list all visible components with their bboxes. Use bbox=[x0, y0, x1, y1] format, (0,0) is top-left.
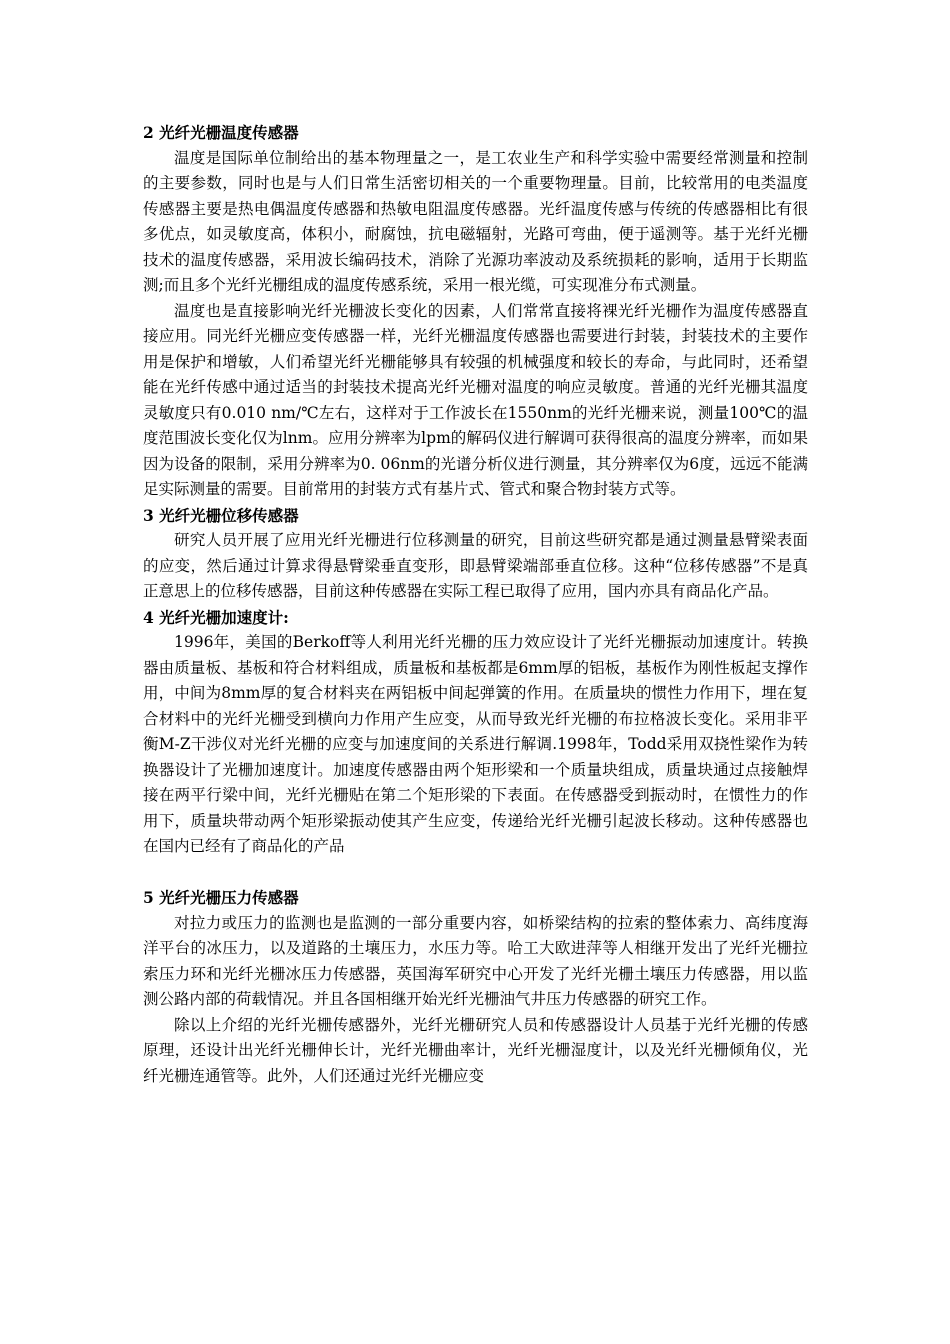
document-page bbox=[143, 120, 808, 1089]
paragraph: 温度也是直接影响光纤光栅波长变化的因素，人们常常直接将裸光纤光栅作为温度传感器直接应用。同光纤光栅应变传感器一样，光纤光栅温度传感器也需要进行封装，封装技术的主要作用是保护和增敏，人们希望光纤光栅能够具有较强的机械强度和较长的寿命，与此同时，还希望能在光纤传感中通过适当的封装技术提高光纤光栅对温度的响应灵敏度。普通的光纤光栅其温度灵敏度只有0.010 nm/℃左右，这样对于工作波长在1550nm的光纤光栅来说，测量100℃的温度范围波长变化仅为lnm。应用分辨率为lpm的解码仪进行解调可获得很高的温度分辨率，而如果因为设备的限制，采用分辨率为0. 06nm的光谱分析仪进行测量，其分辨率仅为6度，远远不能满足实际测量的需要。目前常用的封装方式有基片式、管式和聚合物封装方式等。 bbox=[143, 301, 808, 498]
section-heading-pressure: 5 光纤光栅压力传感器 bbox=[143, 888, 299, 907]
section-heading-accelerometer: 4 光纤光栅加速度计: bbox=[143, 607, 289, 627]
paragraph: 对拉力或压力的监测也是监测的一部分重要内容，如桥梁结构的拉索的整体索力、高纬度海洋平台的冰压力，以及道路的土壤压力，水压力等。哈工大欧进萍等人相继开发出了光纤光栅拉索压力环和光纤光栅冰压力传感器，英国海军研究中心开发了光纤光栅土壤压力传感器，用以监测公路内部的荷载情况。并且各国相继开始光纤光栅油气井压力传感器的研究工作。 bbox=[143, 913, 808, 1008]
blank-line bbox=[143, 860, 808, 886]
section-heading-temperature: 2 光纤光栅温度传感器 bbox=[143, 123, 299, 142]
paragraph: 除以上介绍的光纤光栅传感器外，光纤光栅研究人员和传感器设计人员基于光纤光栅的传感原理，还设计出光纤光栅伸长计，光纤光栅曲率计，光纤光栅湿度计，以及光纤光栅倾角仪，光纤光栅连通管等。此外，人们还通过光纤光栅应变 bbox=[143, 1015, 808, 1085]
paragraph: 研究人员开展了应用光纤光栅进行位移测量的研究，目前这些研究都是通过测量悬臂梁表面的应变，然后通过计算求得悬臂梁垂直变形，即悬臂梁端部垂直位移。这种“位移传感器”不是真正意思上的位移传感器，目前这种传感器在实际工程已取得了应用，国内亦具有商品化产品。 bbox=[143, 531, 808, 600]
section-heading-displacement: 3 光纤光栅位移传感器 bbox=[143, 505, 299, 525]
paragraph: 1996年，美国的Berkoff等人利用光纤光栅的压力效应设计了光纤光栅振动加速度计。转换器由质量板、基板和符合材料组成，质量板和基板都是6mm厚的铝板，基板作为刚性板起支撑作用，中间为8mm厚的复合材料夹在两铝板中间起弹簧的作用。在质量块的惯性力作用下，埋在复合材料中的光纤光栅受到横向力作用产生应变，从而导致光纤光栅的布拉格波长变化。采用非平衡M-Z干涉仪对光纤光栅的应变与加速度间的关系进行解调.1998年，Todd采用双挠性梁作为转换器设计了光栅加速度计。加速度传感器由两个矩形梁和一个质量块组成，质量块通过点接触焊接在两平行梁中间，光纤光栅贴在第二个矩形梁的下表面。在传感器受到振动时，在惯性力的作用下，质量块带动两个矩形梁振动使其产生应变，传递给光纤光栅引起波长移动。这种传感器也在国内已经有了商品化的产品 bbox=[143, 633, 808, 855]
paragraph: 温度是国际单位制给出的基本物理量之一，是工农业生产和科学实验中需要经常测量和控制的主要参数，同时也是与人们日常生活密切相关的一个重要物理量。目前，比较常用的电类温度传感器主要是热电偶温度传感器和热敏电阻温度传感器。光纤温度传感与传统的传感器相比有很多优点，如灵敏度高，体积小，耐腐蚀，抗电磁辐射，光路可弯曲，便于遥测等。基于光纤光栅技术的温度传感器，采用波长编码技术，消除了光源功率波动及系统损耗的影响，适用于长期监测;而且多个光纤光栅组成的温度传感系统，采用一根光缆，可实现准分布式测量。 bbox=[143, 148, 808, 294]
